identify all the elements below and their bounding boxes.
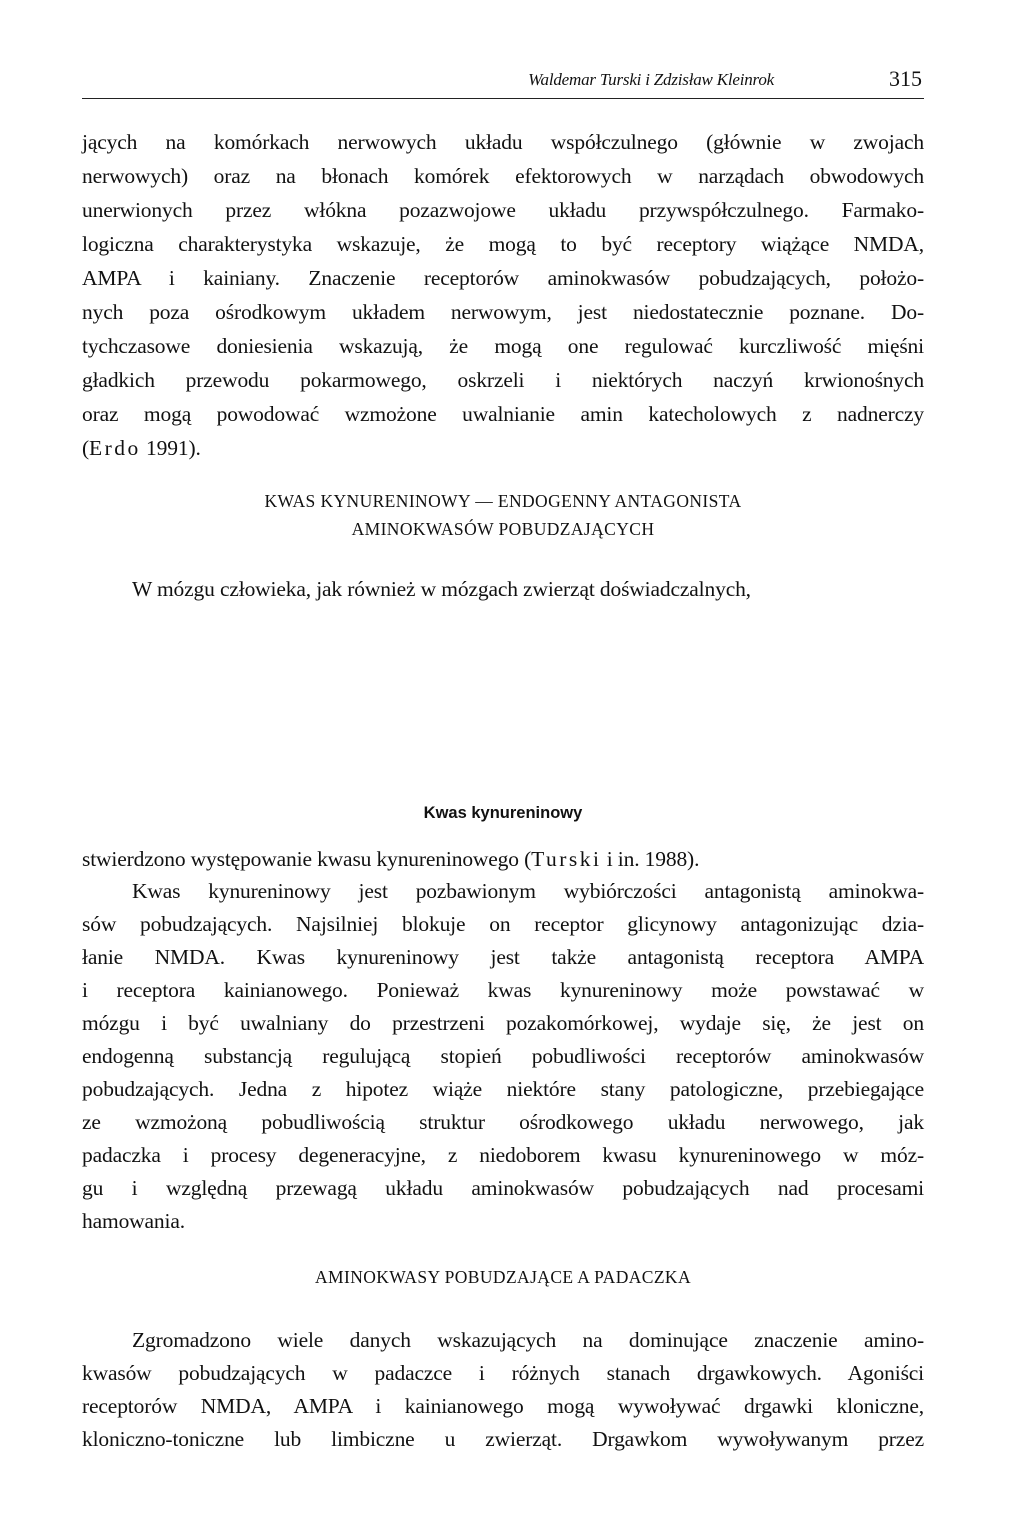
running-head-authors: Waldemar Turski i Zdzisław Kleinrok xyxy=(528,70,774,89)
chemical-structure-figure xyxy=(82,610,924,835)
section-heading-line: KWAS KYNURENINOWY — ENDOGENNY ANTAGONISTA xyxy=(264,491,742,511)
section-heading-line: AMINOKWASÓW POBUDZAJĄCYCH xyxy=(351,519,655,539)
citation-year: i in. 1988). xyxy=(601,847,700,871)
figure-caption: Kwas kynureninowy xyxy=(423,804,583,822)
text-line: i receptora kainianowego. Ponieważ kwas kynureninowy może powstawać w xyxy=(82,978,924,1002)
page-number: 315 xyxy=(889,66,922,91)
text-line: endogenną substancją regulującą stopień pobudliwości receptorów aminokwasów xyxy=(82,1044,924,1068)
text-line: jących na komórkach nerwowych układu współczulnego (głównie w zwojach xyxy=(82,130,924,154)
text-line: gu i względną przewagą układu aminokwasów pobudzających nad procesami xyxy=(82,1176,924,1200)
text-line: mózgu i być uwalniany do przestrzeni pozakomórkowej, wydaje się, że jest on xyxy=(82,1011,924,1035)
text-line: unerwionych przez włókna pozazwojowe układu przywspółczulnego. Farmako- xyxy=(82,198,924,222)
text-line xyxy=(82,842,924,876)
text-line: kwasów pobudzających w padaczce i różnych stanach drgawkowych. Agoniści xyxy=(82,1361,924,1385)
text-line: oraz mogą powodować wzmożone uwalnianie amin katecholowych z nadnerczy xyxy=(82,402,924,426)
text-line: nych poza ośrodkowym układem nerwowym, jest niedostatecznie poznane. Do- xyxy=(82,300,924,324)
citation-year: 1991). xyxy=(140,436,201,460)
text-line: hamowania. xyxy=(82,1209,185,1233)
text-line: nerwowych) oraz na błonach komórek efektorowych w narządach obwodowych xyxy=(82,164,924,188)
text-line: W mózgu człowieka, jak również w mózgach zwierząt doświadczalnych, xyxy=(132,577,751,601)
text-line: receptorów NMDA, AMPA i kainianowego mogą wywoływać drgawki kloniczne, xyxy=(82,1394,924,1418)
text-line: gładkich przewodu pokarmowego, oskrzeli i niektórych naczyń krwionośnych xyxy=(82,368,924,392)
text-line: kloniczno-toniczne lub limbiczne u zwierząt. Drgawkom wywoływanym przez xyxy=(82,1427,924,1451)
citation-prefix: ( xyxy=(82,436,90,460)
text-line: Zgromadzono wiele danych wskazujących na dominujące znaczenie amino- xyxy=(132,1328,924,1352)
text-line: padaczka i procesy degeneracyjne, z niedoborem kwasu kynureninowego w móz- xyxy=(82,1143,924,1167)
text-prefix: stwierdzono występowanie kwasu kynureninowego ( xyxy=(82,847,532,871)
text-line: Kwas kynureninowy jest pozbawionym wybiórczości antagonistą aminokwa- xyxy=(132,879,924,903)
citation-author: Turski xyxy=(531,847,602,871)
text-line: AMPA i kainiany. Znaczenie receptorów aminokwasów pobudzających, położo- xyxy=(82,266,924,290)
running-head xyxy=(82,68,924,99)
text-line: logiczna charakterystyka wskazuje, że mogą to być receptory wiążące NMDA, xyxy=(82,232,924,256)
text-line: tychczasowe doniesienia wskazują, że mogą one regulować kurczliwość mięśni xyxy=(82,334,924,358)
text-line: sów pobudzających. Najsilniej blokuje on receptor glicynowy antagonizując dzia- xyxy=(82,912,924,936)
text-line: pobudzających. Jedna z hipotez wiąże niektóre stany patologiczne, przebiegające xyxy=(82,1077,924,1101)
text-line: łanie NMDA. Kwas kynureninowy jest także antagonistą receptora AMPA xyxy=(82,945,924,969)
text-line: ze wzmożoną pobudliwością struktur ośrodkowego układu nerwowego, jak xyxy=(82,1110,924,1134)
citation-author: Erdo xyxy=(89,436,141,460)
text-line xyxy=(82,431,924,465)
section-heading: AMINOKWASY POBUDZAJĄCE A PADACZKA xyxy=(314,1267,692,1287)
